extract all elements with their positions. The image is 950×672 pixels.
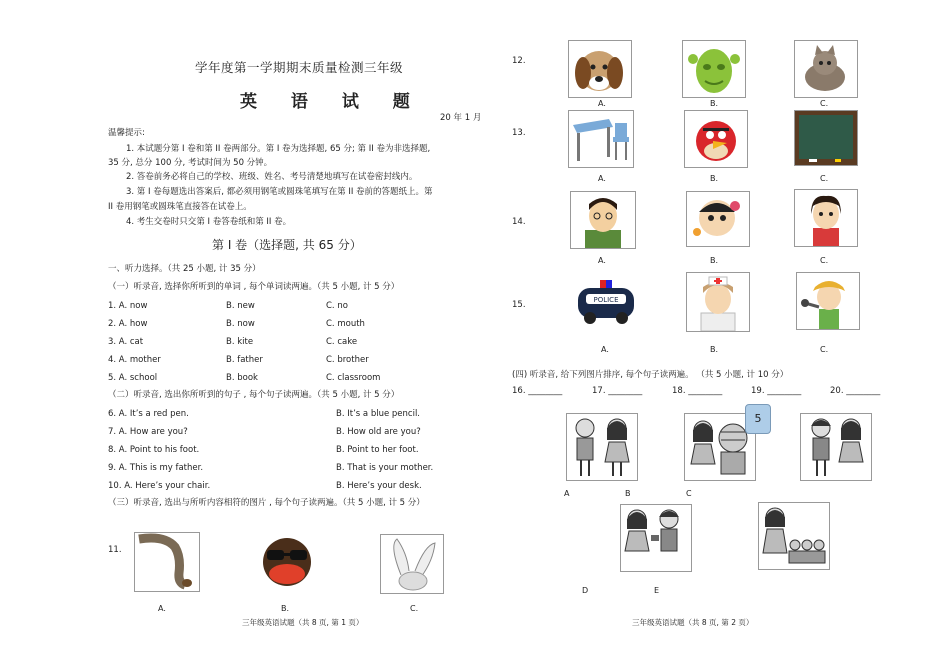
q13-number: 13. [512,128,526,138]
nurse-picture [686,272,750,332]
elephant-trunk-picture [134,532,200,592]
q2-a: 2. A. how [108,319,148,329]
note-line: 1. 本试题分第 I 卷和第 II 卷两部分。第 I 卷为选择题, 65 分; 第 II 卷为非选择题, [126,144,431,154]
q11-option-b: B. [281,604,290,613]
q15-number: 15. [512,300,526,310]
class-group-picture [758,502,830,570]
q4-b: B. father [226,355,263,365]
exam-date: 20 年 1 月 [440,113,482,123]
children-greeting-picture [800,413,872,481]
blackboard-picture [794,110,858,166]
section-title: 第 I 卷（选择题, 共 65 分） [212,238,362,252]
q3-b: B. kite [226,337,254,347]
q4-c: C. brother [326,355,369,365]
picture-label-a: A [564,489,570,498]
q6-b: B. It’s a blue pencil. [336,409,421,419]
sub1-heading: （一）听录音, 选择你所听到的单词 , 每个单词读两遍。（共 5 小题, 计 5 分） [108,282,400,292]
page1-footer: 三年级英语试题（共 8 页, 第 1 页） [242,618,364,627]
note-line: 35 分, 总分 100 分, 考试时间为 50 分钟。 [108,158,273,168]
sub4-heading: (四) 听录音, 给下列图片排序, 每个句子读两遍。 （共 5 小题, 计 10 分） [512,370,789,380]
q13-option-c: C. [820,174,829,183]
q8-b: B. Point to her foot. [336,445,419,455]
q12-option-a: A. [598,99,606,108]
picture-label-d: D [582,586,589,595]
note-line: 4. 考生交卷时只交第 I 卷答卷纸和第 II 卷。 [126,217,292,227]
rabbit-ears-picture [380,534,444,594]
q13-option-a: A. [598,174,606,183]
answer-blank-19[interactable]: 19. ________ [751,386,802,396]
picture-label-b: B [625,489,631,498]
shrek-mask-picture [682,40,746,98]
q10-b: B. Here’s your desk. [336,481,422,491]
answer-blank-17[interactable]: 17. ________ [592,386,643,396]
friends-exchange-picture [620,504,692,572]
q15-option-a: A. [601,345,609,354]
q14-option-a: A. [598,256,606,265]
girl-microphone-picture [796,272,860,330]
q8-a: 8. A. Point to his foot. [108,445,200,455]
q9-b: B. That is your mother. [336,463,434,473]
angry-bird-picture [684,110,748,168]
note-line: II 卷用钢笔或圆珠笔直接答在试卷上。 [108,202,252,212]
exam-title: 学年度第一学期期末质量检测三年级 [195,60,404,75]
q1-b: B. new [226,301,255,311]
notes-heading: 温馨提示: [108,128,145,138]
q7-b: B. How old are you? [336,427,421,437]
page2-footer: 三年级英语试题（共 8 页, 第 2 页） [632,618,754,627]
picture-label-e: E [654,586,660,595]
q4-a: 4. A. mother [108,355,161,365]
answer-blank-16[interactable]: 16. ________ [512,386,563,396]
q1-a: 1. A. now [108,301,148,311]
q11-option-a: A. [158,604,166,613]
cartoon-girl-picture [794,189,858,247]
sub3-heading: （三）听录音, 选出与所听内容相符的图片 , 每个句子读两遍。（共 5 小题, 计 5 分） [108,498,425,508]
answer-blank-20[interactable]: 20. ________ [830,386,881,396]
q5-b: B. book [226,373,258,383]
note-line: 3. 第 I 卷每题选出答案后, 都必须用钢笔或圆珠笔填写在第 II 卷前的答题纸上。第 [126,187,433,197]
answer-blank-18[interactable]: 18. ________ [672,386,723,396]
q11-option-c: C. [410,604,419,613]
cat-picture [794,40,858,98]
note-line: 2. 答卷前务必将自己的学校、班级、姓名、考号清楚地填写在试卷密封线内。 [126,172,418,182]
q15-option-c: C. [820,345,829,354]
sub2-heading: （二）听录音, 选出你所听到的句子 , 每个句子读两遍。（共 5 小题, 计 5 分） [108,390,400,400]
q7-a: 7. A. How are you? [108,427,188,437]
q12-option-c: C. [820,99,829,108]
monkey-sunglasses-picture [255,532,319,588]
picture-label-c: C [686,489,692,498]
q12-number: 12. [512,56,526,66]
desk-chair-picture [568,110,634,168]
subject-title: 英 语 试 题 [240,92,424,112]
teacher-man-picture [570,191,636,249]
q14-option-c: C. [820,256,829,265]
q2-c: C. mouth [326,319,365,329]
police-car-picture [574,272,638,328]
part1-heading: 一、听力选择。（共 25 小题, 计 35 分） [108,264,261,274]
q12-option-b: B. [710,99,719,108]
q5-c: C. classroom [326,373,381,383]
q5-a: 5. A. school [108,373,158,383]
number-speech-bubble: 5 [745,404,771,434]
q15-option-b: B. [710,345,719,354]
q14-number: 14. [512,217,526,227]
q9-a: 9. A. This is my father. [108,463,204,473]
svg-text:POLICE: POLICE [593,296,619,304]
q14-option-b: B. [710,256,719,265]
q11-number: 11. [108,545,122,555]
q3-c: C. cake [326,337,358,347]
q10-a: 10. A. Here’s your chair. [108,481,211,491]
cartoon-boy-picture [686,191,750,247]
q3-a: 3. A. cat [108,337,144,347]
q2-b: B. now [226,319,255,329]
q1-c: C. no [326,301,348,311]
boy-girl-scene-picture [566,413,638,481]
dog-picture [568,40,632,98]
q13-option-b: B. [710,174,719,183]
q6-a: 6. A. It’s a red pen. [108,409,189,419]
